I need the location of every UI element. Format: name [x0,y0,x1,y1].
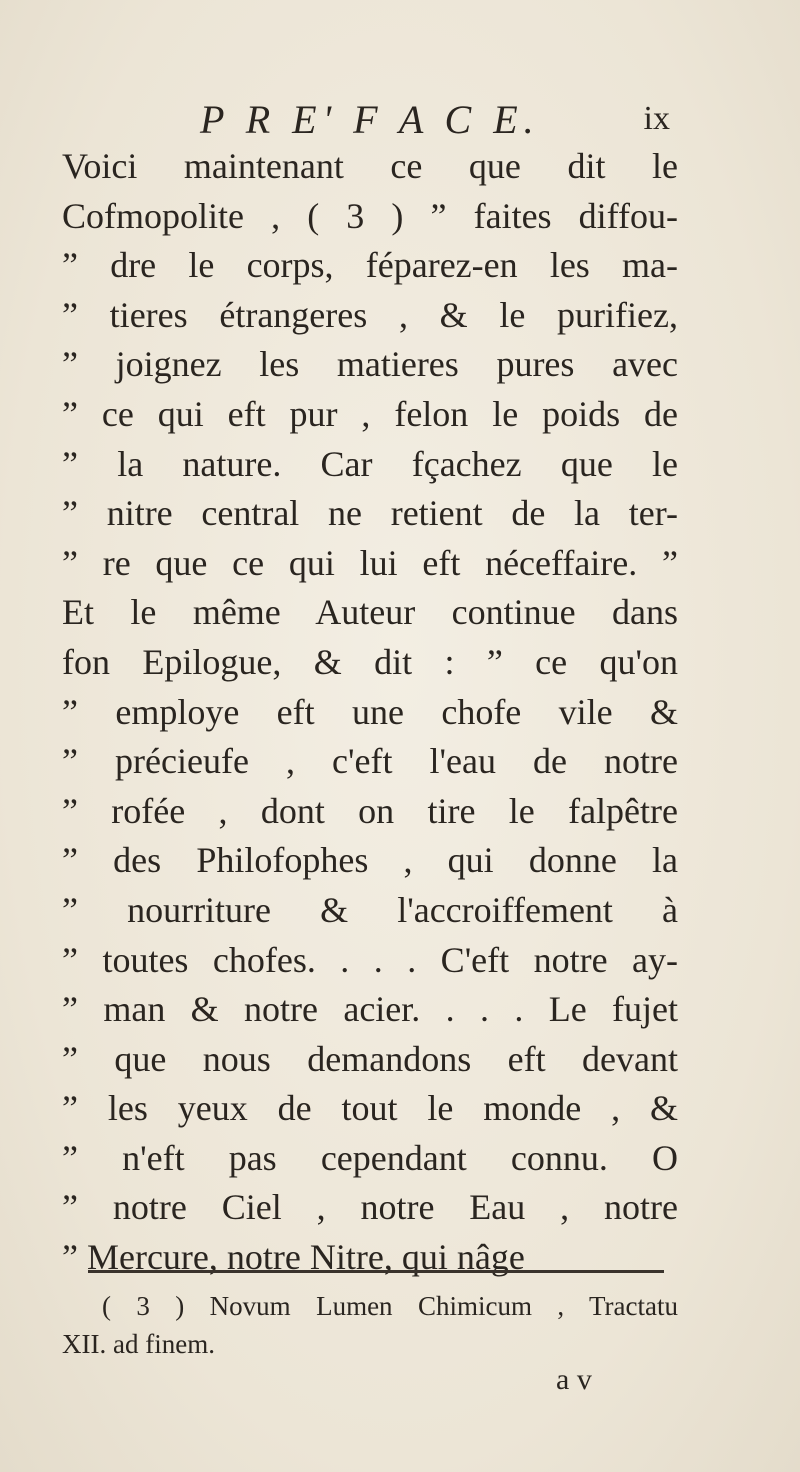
text-line: ” des Philofophes , qui donne la [62,840,678,881]
footnote-line: XII. ad finem. [62,1329,215,1359]
footnote-line: ( 3 ) Novum Lumen Chimicum , Tractatu [102,1291,678,1321]
text-line: ” man & notre acier. . . . Le fujet [62,989,678,1030]
text-line: ” les yeux de tout le monde , & [62,1088,678,1129]
running-title: P R E' F A C E. [200,97,540,142]
page-number: ix [643,100,670,137]
text-line: ” que nous demandons eft devant [62,1038,678,1079]
text-line: ” nourriture & l'accroiffement à [62,889,678,930]
text-line: Voici maintenant ce que dit le [62,146,678,186]
text-line: ” employe eft une chofe vile & [62,691,678,732]
signature-mark: a v [556,1363,592,1396]
text-line: ” joignez les matieres pures avec [62,344,678,385]
body-text [62,142,678,1283]
text-line: ” nitre central ne retient de la ter- [62,493,678,534]
text-line: ” tieres étrangeres , & le purifiez, [62,294,678,335]
text-line: ” notre Ciel , notre Eau , notre [62,1187,678,1228]
text-line: Et le même Auteur continue dans [62,592,678,633]
text-line: ” Mercure, notre Nitre, qui nâge [62,1237,525,1278]
text-line: ” la nature. Car fçachez que le [62,443,678,484]
footnote-rule [88,1270,664,1273]
page-header [200,96,670,146]
text-line: ” n'eft pas cependant connu. O [62,1137,678,1178]
text-line: ” rofée , dont on tire le falpêtre [62,790,678,831]
text-line: ” toutes chofes. . . . C'eft notre ay- [62,939,678,980]
text-line: ” ce qui eft pur , felon le poids de [62,393,678,434]
text-line: fon Epilogue, & dit : ” ce qu'on [62,641,678,682]
text-line: ” dre le corps, féparez-en les ma- [62,245,678,286]
text-line: ” précieufe , c'eft l'eau de notre [62,741,678,782]
text-line: ” re que ce qui lui eft néceffaire. ” [62,542,678,583]
text-line: Cofmopolite , ( 3 ) ” faites diffou- [62,195,678,236]
footnote [62,1287,678,1363]
